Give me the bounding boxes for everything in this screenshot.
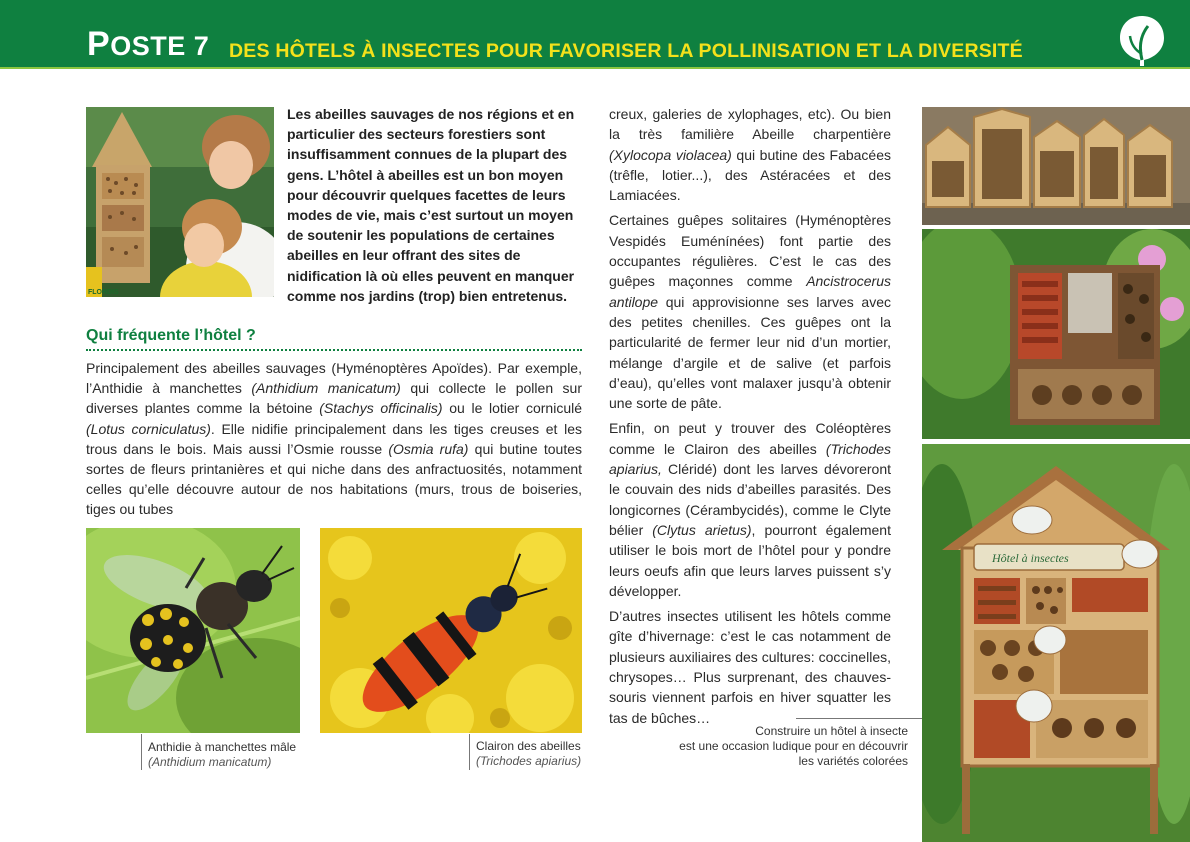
caption-bee-name: Anthidie à manchettes mâle (148, 740, 297, 754)
section-divider (86, 349, 582, 351)
photo-hotel-large (922, 444, 1190, 842)
col2-paragraph-3: Enfin, on peut y trouver des Coléoptères comme le Clairon des abeilles (Trichodes apiarius, Cléridé) dont les larves dévoreront le couvain des nids d’abeilles parasités. Des longicornes (Cérambycidés), comme le Clyte bélier (Clytus arietus), pourront également utiliser le bois mort de l’hôtel pour y pondre leurs oeufs afin que leurs larves puissent s’y développer. (609, 420, 891, 599)
caption-hotel-rule (796, 718, 922, 719)
photo-trichodes-beetle (320, 528, 582, 733)
col2-paragraph-2: Certaines guêpes solitaires (Hyménoptères Vespidés Euménínées) font partie des occupantes régulières. C’est le cas des guêpes maçonnes comme Ancistrocerus antilope qui approvisionne ses larves avec des petites chenilles. Ces guêpes ont la particularité de fermer leur nid d’un mortier, mélange d’argile et de salive (et parfois d’eau), qu’elles vont malaxer jusqu’à obtenir une sorte de pâte. (609, 212, 891, 412)
caption-bee (141, 734, 296, 770)
brand-badge: FLORDIS (88, 289, 119, 296)
page-headline: DES HÔTELS À INSECTES POUR FAVORISER LA POLLINISATION ET LA DIVERSITÉ (229, 40, 1023, 62)
caption-hotel-line-3: les variétés colorées (798, 754, 908, 768)
caption-bee-latin: (Anthidium manicatum) (148, 755, 272, 769)
intro-photo-children (86, 107, 274, 297)
header-divider (0, 67, 1190, 69)
column-1-text: Principalement des abeilles sauvages (Hyménoptères Apoïdes). Par exemple, l’Anthidie à manchettes (Anthidium manicatum) qui collecte le pollen sur diverses plantes comme la bétoine (Stachys officinalis) ou le lotier corniculé (Lotus corniculatus). Elle nidifie principalement dans les tiges creuses et les trous dans le bois. Mais aussi l’Osmie rousse (Osmia rufa) qui butine toutes sortes de fleurs printanières et qui niche dans des anfractuosités, notamment celles qu’elle découvre autour de nos habitations (murs, trous de boiseries, tiges ou tubes (86, 360, 583, 518)
hotel-sign-label: Hôtel à insectes (992, 551, 1069, 565)
caption-hotel (600, 724, 908, 769)
caption-beetle-latin: (Trichodes apiarius) (476, 754, 582, 768)
column-2-text (609, 104, 891, 733)
photo-hotel-row (922, 107, 1190, 225)
col2-paragraph-4: D’autres insectes utilisent les hôtels comme gîte d’hivernage: c’est le cas notamment de plusieurs auxiliaires des cultures: coccinelles, chrysopes… Plus surprenant, des chauves-souris viennent parfois en hiver squatter les tas de bûches… (609, 608, 891, 726)
intro-paragraph: Les abeilles sauvages de nos régions et en particulier des secteurs forestiers sont insuffisamment connues de la plupart des gens. L’hôtel à abeilles est un bon moyen pour découvrir quelques facettes de leurs modes de vie, mais c’est surtout un moyen de soutenir les populations de certaines abeilles en leur offrant des sites de nidification là où elles peuvent en manquer comme nos jardins (trop) bien entretenus. (287, 106, 575, 304)
photo-hotel-garden (922, 229, 1190, 439)
caption-hotel-line-1: Construire un hôtel à insecte (755, 724, 908, 738)
section-title: Qui fréquente l’hôtel ? (86, 327, 256, 344)
caption-hotel-line-2: est une occasion ludique pour en découvrir (679, 739, 908, 753)
photo-anthidium-bee (86, 528, 300, 733)
station-number: POSTE 7 (87, 25, 210, 63)
caption-beetle (469, 734, 581, 770)
leaf-logo-icon (1118, 14, 1166, 68)
caption-beetle-name: Clairon des abeilles (476, 739, 581, 753)
col2-paragraph-1: creux, galeries de xylophages, etc). Ou bien la très familière Abeille charpentière (Xylocopa violacea) qui butine des Fabacées (trêfle, lotier...), des Astéracées et des Lamiacées. (609, 106, 891, 204)
